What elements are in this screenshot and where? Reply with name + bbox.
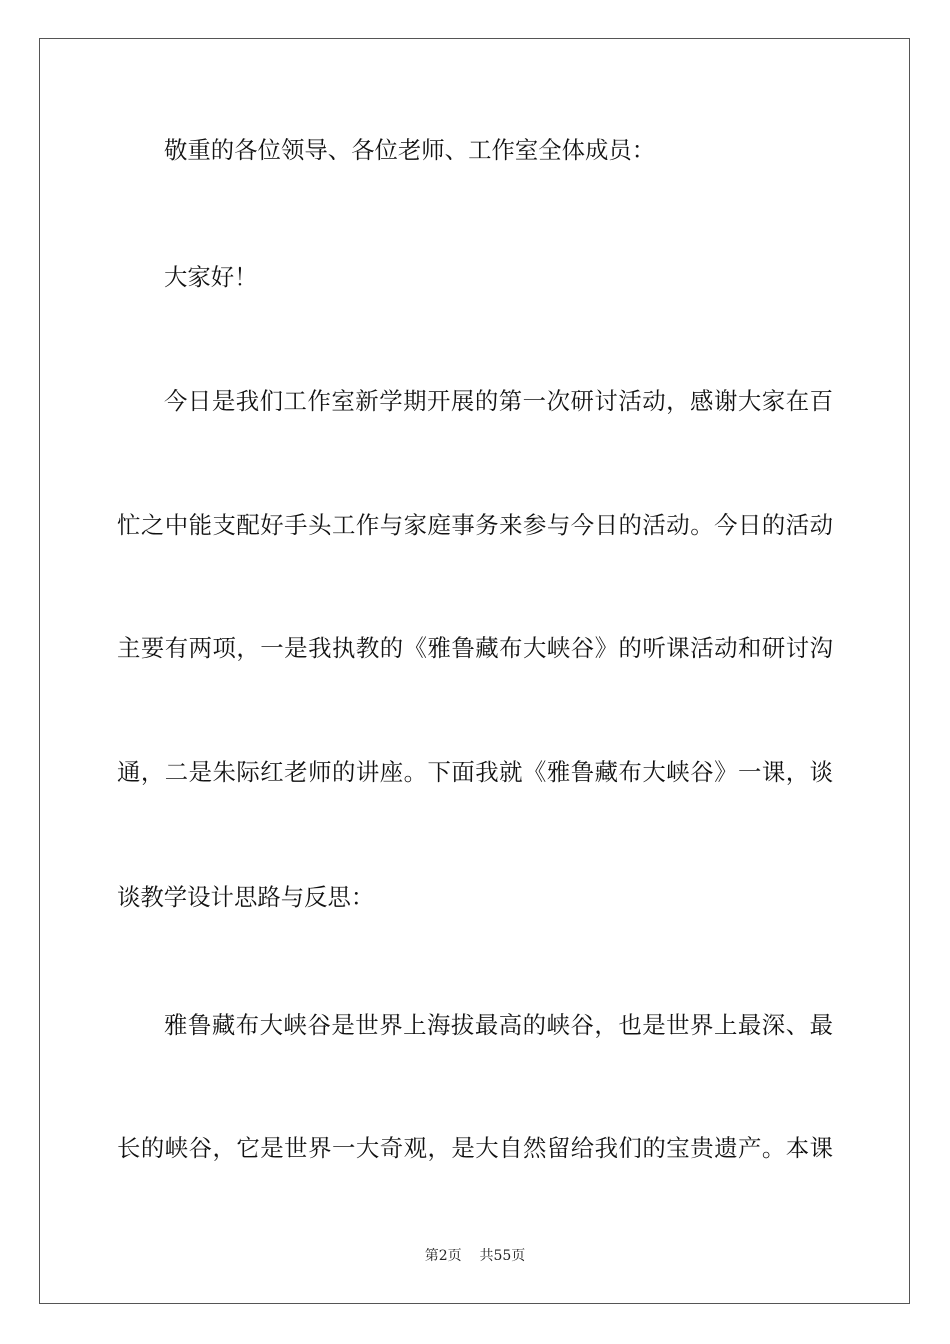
paragraph-line-6: 雅鲁藏布大峡谷是世界上海拔最高的峡谷，也是世界上最深、最 — [164, 1011, 833, 1039]
page-frame — [39, 38, 910, 1304]
paragraph-line-3: 主要有两项，一是我执教的《雅鲁藏布大峡谷》的听课活动和研讨沟 — [117, 634, 833, 662]
page-number: 第2页 — [424, 1248, 462, 1264]
paragraph-line-7: 长的峡谷，它是世界一大奇观，是大自然留给我们的宝贵遗产。本课 — [117, 1134, 833, 1162]
greeting-line: 大家好！ — [164, 263, 258, 291]
page-footer — [0, 1247, 950, 1265]
paragraph-line-2: 忙之中能支配好手头工作与家庭事务来参与今日的活动。今日的活动 — [117, 511, 833, 539]
salutation-line: 敬重的各位领导、各位老师、工作室全体成员： — [164, 136, 656, 164]
paragraph-line-5: 谈教学设计思路与反思： — [117, 883, 375, 911]
paragraph-line-1: 今日是我们工作室新学期开展的第一次研讨活动，感谢大家在百 — [164, 387, 833, 415]
page-total: 共55页 — [479, 1248, 526, 1264]
paragraph-line-4: 通，二是朱际红老师的讲座。下面我就《雅鲁藏布大峡谷》一课，谈 — [117, 758, 833, 786]
